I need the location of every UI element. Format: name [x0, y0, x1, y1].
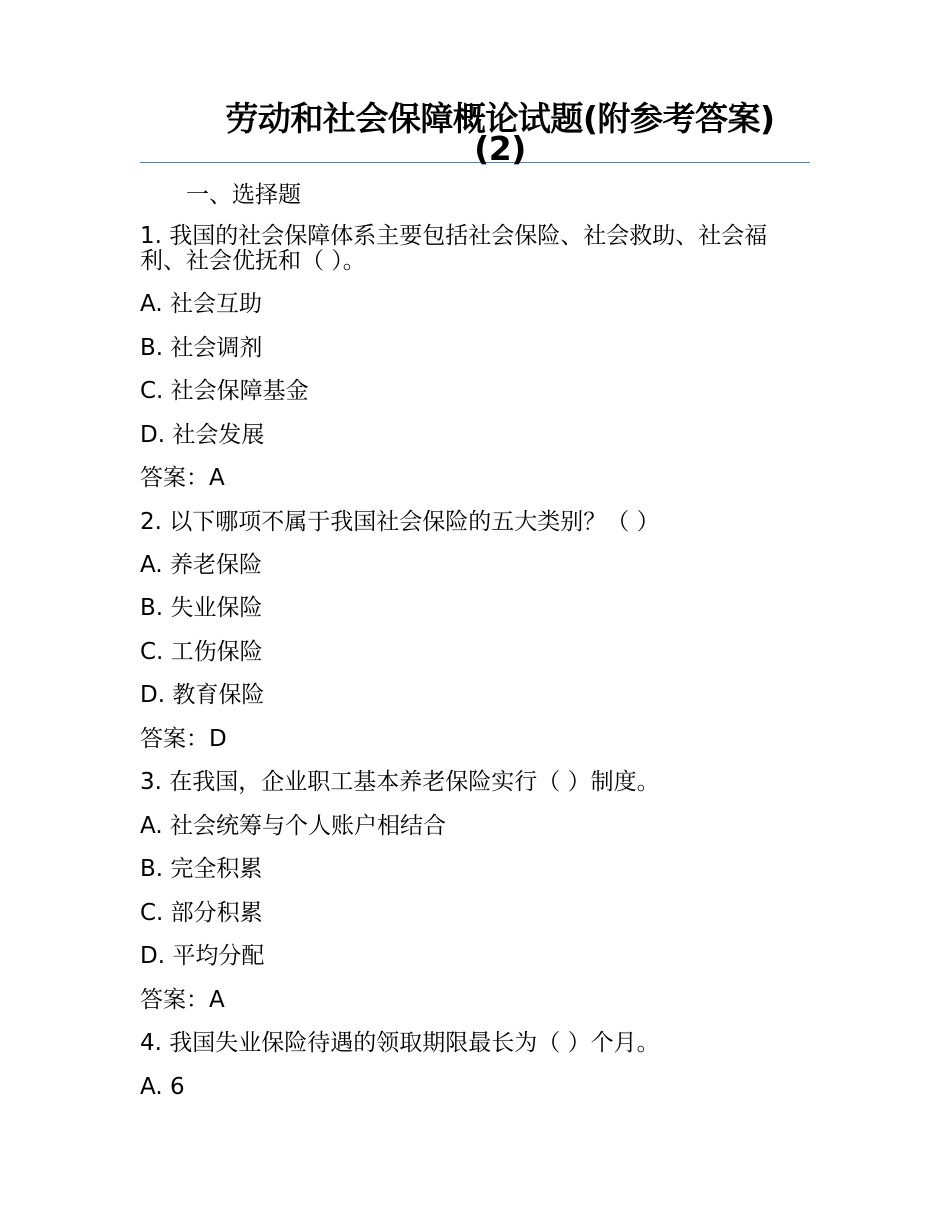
question-2-option-b: B. 失业保险: [140, 595, 263, 621]
question-1-text: 1. 我国的社会保障体系主要包括社会保险、社会救助、社会福利、社会优抚和（ ）。: [140, 223, 768, 274]
question-4-option-a: A. 6: [140, 1074, 185, 1100]
question-3-option-c: C. 部分积累: [140, 900, 263, 926]
question-1-option-b: B. 社会调剂: [140, 335, 263, 361]
title-block: [140, 99, 810, 168]
question-1-answer: 答案：A: [140, 465, 225, 491]
question-2-text: 2. 以下哪项不属于我国社会保险的五大类别？（ ）: [140, 509, 660, 535]
question-3-text: 3. 在我国，企业职工基本养老保险实行（ ）制度。: [140, 769, 660, 795]
question-3-option-b: B. 完全积累: [140, 856, 263, 882]
question-2-option-d: D. 教育保险: [140, 682, 265, 708]
question-4-text: 4. 我国失业保险待遇的领取期限最长为（ ）个月。: [140, 1030, 660, 1056]
question-1-option-c: C. 社会保障基金: [140, 378, 309, 404]
question-1-option-a: A. 社会互助: [140, 291, 262, 317]
section-heading: 一、选择题: [186, 182, 301, 208]
document-title: 劳动和社会保障概论试题(附参考答案)(2): [225, 99, 775, 168]
question-1-option-d: D. 社会发展: [140, 422, 265, 448]
question-2-answer: 答案：D: [140, 726, 227, 752]
question-3-option-a: A. 社会统筹与个人账户相结合: [140, 813, 446, 839]
question-2-option-a: A. 养老保险: [140, 552, 262, 578]
question-3-option-d: D. 平均分配: [140, 943, 265, 969]
question-3-answer: 答案：A: [140, 987, 225, 1013]
question-2-option-c: C. 工伤保险: [140, 639, 263, 665]
